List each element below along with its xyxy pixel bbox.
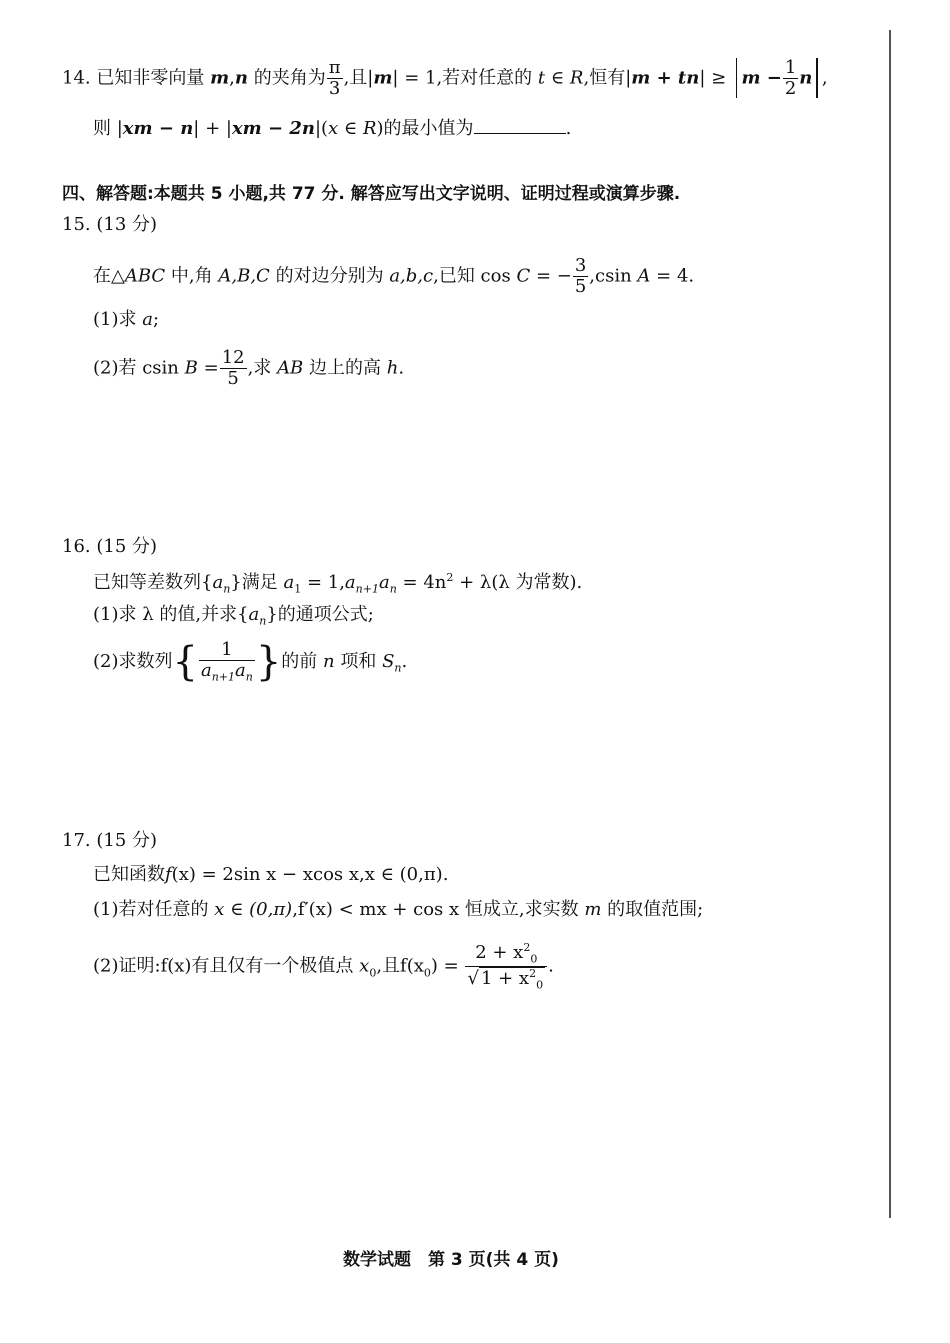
abs-bar-right xyxy=(816,58,818,98)
q17-part1: (1)若对任意的 x ∈ (0,π),f′(x) < mx + cos x 恒成立,求实数 m 的取值范围; xyxy=(93,899,704,920)
left-brace: { xyxy=(172,638,198,685)
q14-number: 14. xyxy=(62,67,91,89)
q15-stem: 在△ABC 中,角 A,B,C 的对边分别为 a,b,c,已知 cos C = − $\frac{3}{5}$ ,csin A = 4. xyxy=(93,255,695,297)
abs-bar-left xyxy=(736,58,738,98)
q16-part1: (1)求 λ 的值,并求$\{a_n\}$的通项公式; xyxy=(93,604,374,628)
f-x0-fraction: $\frac{2 + x^2_0}{√ 1 + x^2_0}$ xyxy=(465,942,547,991)
q15-part1: (1)求 a; xyxy=(93,309,160,330)
q15-header: 15. (13 分) xyxy=(62,214,158,235)
page-footer: 数学试题 第 3 页(共 4 页) xyxy=(343,1250,559,1270)
pi-over-3-fraction: $\frac{\pi}{3}$ xyxy=(328,57,341,99)
q16-part2: (2)求数列{ $\frac{1}{a_{n+1}a_n}$ }的前 n 项和 $S_n$. xyxy=(93,638,408,685)
q17-part2: (2)证明:f(x)有且仅有一个极值点 $x_0$,且$f(x_0)$ = $\frac{2 + x^2_0}{√ 1 + x^2_0}$ . xyxy=(93,941,554,992)
q17-stem: 已知函数f(x) = 2sin x − xcos x,x ∈ (0,π). xyxy=(93,864,449,885)
answer-blank[interactable] xyxy=(474,117,566,134)
half-fraction: $\frac{1}{2}$ xyxy=(784,57,797,99)
q16-header: 16. (15 分) xyxy=(62,536,158,557)
q15-part2: (2)若 csin B = $\frac{12}{5}$ ,求 AB 边上的高 h. xyxy=(93,347,405,389)
q16-stem: 已知等差数列$\{a_n\}$满足 $a_1 = 1,a_{n+1}a_n = 4n^2 + \lambda(\lambda$ 为常数). xyxy=(93,571,583,596)
margin-rule xyxy=(889,30,891,1218)
q17-header: 17. (15 分) xyxy=(62,830,158,851)
reciprocal-fraction: $\frac{1}{a_{n+1}a_n}$ xyxy=(200,639,253,684)
q14-line2: 则 |xm − n| + |xm − 2n|(x ∈ R)的最小值为 . xyxy=(93,118,572,139)
three-fifths-fraction: $\frac{3}{5}$ xyxy=(574,255,587,297)
section-heading: 四、解答题:本题共 5 小题,共 77 分. 解答应写出文字说明、证明过程或演算步骤. xyxy=(62,184,681,204)
right-brace: } xyxy=(255,638,282,685)
q14-line1: 14. 已知非零向量 m,n 的夹角为 $\frac{\pi}{3}$ ,且|m| = 1,若对任意的 t ∈ R,恒有|m + tn| ≥ m − $\frac{1}{2}$ n , xyxy=(62,57,828,99)
twelve-fifths-fraction: $\frac{12}{5}$ xyxy=(221,347,245,389)
